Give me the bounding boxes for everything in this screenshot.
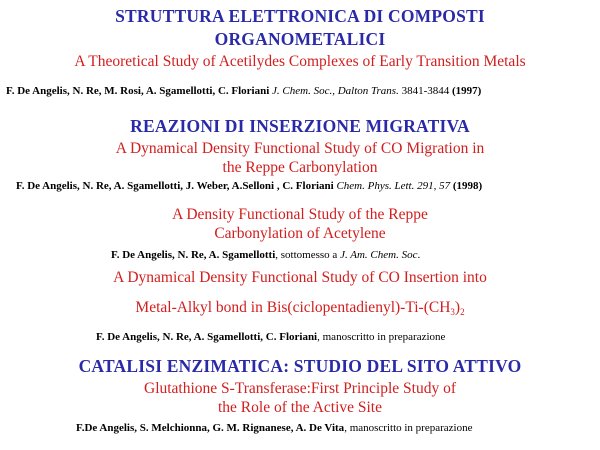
paper-year: (1998) bbox=[452, 180, 483, 192]
paper-title-glutathione-line1: Glutathione S-Transferase:First Principle Study of bbox=[144, 380, 456, 397]
formula-subscript-3: 3 bbox=[450, 307, 455, 317]
paper-title-co-insertion-line1: A Dynamical Density Functional Study of CO Insertion into bbox=[113, 269, 487, 286]
paper-journal: Chem. Phys. Lett. 291 bbox=[336, 180, 434, 192]
section-heading-enzymatic-catalysis: CATALISI ENZIMATICA: STUDIO DEL SITO ATTIVO bbox=[78, 356, 522, 376]
paper-status: , sottomesso a bbox=[275, 249, 338, 261]
paper-authors: F.De Angelis, S. Melchionna, G. M. Rignanese, A. De Vita bbox=[76, 422, 345, 434]
paper-citation-co-migration bbox=[16, 180, 600, 192]
paper-title-glutathione-line2: the Role of the Active Site bbox=[217, 399, 382, 416]
section-heading-migratory-insertion: REAZIONI DI INSERZIONE MIGRATIVA bbox=[130, 116, 470, 136]
paper-title-acetylides: A Theoretical Study of Acetilydes Complexes of Early Transition Metals bbox=[74, 53, 526, 70]
paper-authors: F. De Angelis, N. Re, M. Rosi, A. Sgamellotti, C. Floriani bbox=[6, 85, 270, 97]
paper-citation-glutathione bbox=[76, 422, 600, 434]
paper-title-reppe-line1: A Density Functional Study of the Reppe bbox=[172, 206, 428, 223]
paper-status-suffix: . bbox=[417, 249, 421, 261]
paper-title-co-migration-line1: A Dynamical Density Functional Study of CO Migration in bbox=[115, 140, 485, 157]
paper-title-reppe-line2: Carbonylation of Acetylene bbox=[214, 225, 386, 242]
paper-citation-co-insertion bbox=[96, 331, 600, 343]
section-heading-organometallic-line2: ORGANOMETALICI bbox=[214, 29, 386, 49]
paper-citation-acetylides bbox=[6, 85, 600, 97]
paper-pages: , 57 bbox=[433, 180, 451, 192]
paper-authors: F. De Angelis, N. Re, A. Sgamellotti, J. Weber, A.Selloni , C. Floriani bbox=[16, 180, 334, 192]
paper-journal: J. Chem. Soc., Dalton Trans. bbox=[272, 85, 399, 97]
paper-authors: F. De Angelis, N. Re, A. Sgamellotti, C. Floriani bbox=[96, 331, 318, 343]
paper-title-co-migration-line2: the Reppe Carbonylation bbox=[222, 159, 378, 176]
paper-status: , manoscritto in preparazione bbox=[317, 331, 446, 343]
paper-journal: J. Am. Chem. Soc bbox=[340, 249, 418, 261]
formula-text: Metal-Alkyl bond in Bis(ciclopentadienyl)-Ti-(CH bbox=[135, 299, 451, 316]
paper-pages: 3841-3844 bbox=[401, 85, 450, 97]
paper-status: , manoscritto in preparazione bbox=[344, 422, 473, 434]
paper-citation-reppe bbox=[111, 249, 600, 261]
paper-authors: F. De Angelis, N. Re, A. Sgamellotti bbox=[111, 249, 276, 261]
formula-subscript-2: 2 bbox=[460, 307, 465, 317]
paper-year: (1997) bbox=[452, 85, 482, 97]
formula-paren: ) bbox=[454, 299, 461, 316]
section-heading-organometallic-line1: STRUTTURA ELETTRONICA DI COMPOSTI bbox=[115, 6, 485, 26]
paper-title-co-insertion-line2 bbox=[0, 299, 600, 317]
